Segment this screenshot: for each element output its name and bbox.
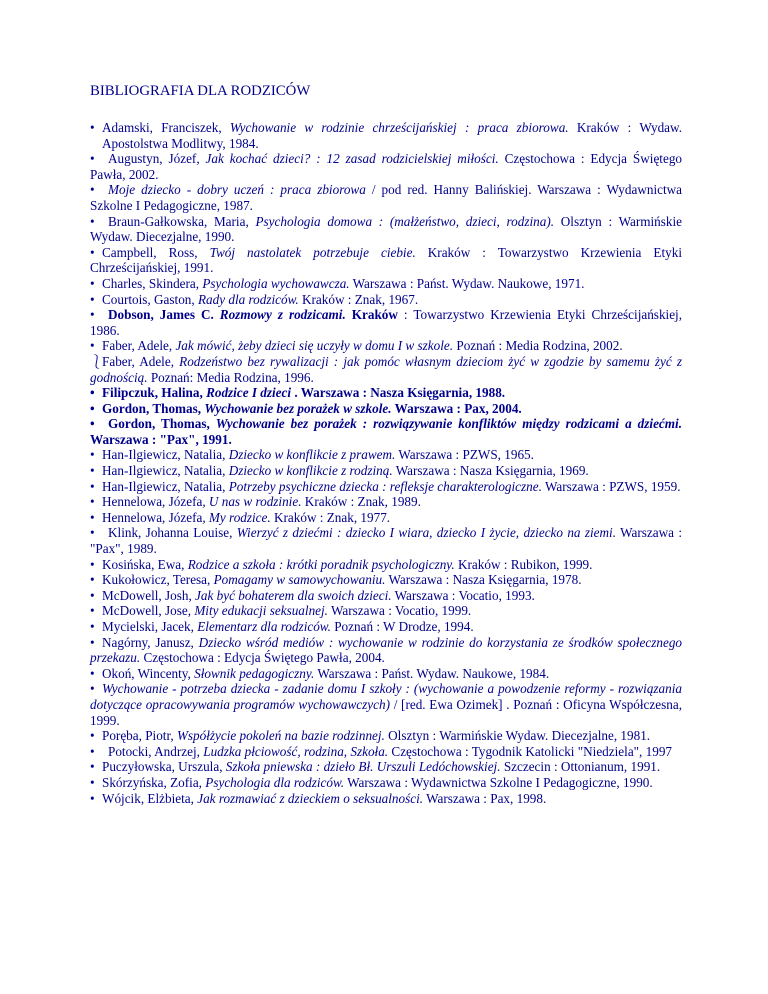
entry-publication: / [red. Ewa Ozimek] . Poznań : Oficyna Współczesna, 1999.: [90, 696, 682, 728]
entry-author: Han-Ilgiewicz, Natalia,: [102, 478, 229, 494]
bullet: •: [90, 572, 95, 588]
entry-author: Braun-Gałkowska, Maria,: [108, 213, 256, 229]
entry-title: Rady dla rodziców.: [197, 291, 299, 307]
entry-publication: Kraków : Znak, 1967.: [298, 291, 419, 307]
entry-publication: Warszawa : Vocatio, 1999.: [327, 603, 472, 619]
list-item: [90, 479, 682, 495]
entry-author: Klink, Johanna Louise,: [108, 525, 237, 541]
bullet: •: [90, 619, 95, 634]
entry-author: Gordon, Thomas,: [102, 400, 205, 416]
entry-title: Szkoła pniewska : dzieło Bł. Urszuli Ledóchowskiej.: [225, 759, 501, 775]
entry-author: Skórzyńska, Zofia,: [102, 774, 206, 790]
list-item: [90, 120, 682, 151]
list-item: [90, 791, 682, 807]
list-item: [90, 338, 682, 354]
entry-publication: Poznań: Media Rodzina, 1996.: [147, 369, 314, 385]
entry-author: Kukołowicz, Teresa,: [102, 572, 214, 588]
entry-publication: Warszawa : Vocatio, 1993.: [391, 587, 535, 603]
bullet: •: [90, 525, 95, 541]
list-item: [90, 588, 682, 604]
list-item: [90, 447, 682, 463]
entry-author: Poręba, Piotr,: [102, 728, 177, 744]
entry-publication: Warszawa : "Pax", 1991.: [90, 431, 232, 447]
entry-publication: Warszawa : Pax, 1998.: [423, 790, 547, 806]
bullet: •: [90, 556, 95, 572]
bullet: •: [90, 509, 95, 525]
entry-title: Wychowanie bez porażek w szkole.: [204, 400, 392, 416]
entry-title: U nas w rodzinie.: [208, 494, 302, 510]
entry-publication: Kraków : Rubikon, 1999.: [454, 556, 593, 572]
entry-title: Rodzice a szkoła : krótki poradnik psychologiczny.: [187, 556, 455, 572]
list-item: [90, 276, 682, 292]
bullet: •: [90, 587, 95, 603]
list-item: [90, 214, 682, 245]
entry-title: Rodzeństwo bez rywalizacji : jak pomóc własnym dzieciom żyć w zgodzie by samemu żyć z godnością.: [90, 353, 682, 385]
entry-publication: . Warszawa : Nasza Księgarnia, 1988.: [291, 385, 506, 401]
entry-author: Wójcik, Elżbieta,: [102, 790, 198, 806]
list-item: [90, 525, 682, 556]
entry-author: Hennelowa, Józefa,: [102, 494, 209, 510]
entry-title: Jak mówić, żeby dzieci się uczyły w domu I w szkole.: [175, 338, 454, 354]
entry-title: Twój nastolatek potrzebuje ciebie.: [209, 244, 416, 260]
bullet: •: [90, 634, 95, 650]
list-item: [90, 416, 682, 447]
bullet: •: [90, 759, 95, 775]
bullet: •: [90, 681, 95, 697]
bullet: •: [90, 665, 95, 681]
list-item: [90, 245, 682, 276]
list-item: [90, 681, 682, 728]
list-item: [90, 635, 682, 666]
entry-author: Dobson, James C.: [108, 307, 220, 323]
bullet: •: [90, 774, 95, 790]
entry-publication: Częstochowa : Edycja Świętego Pawła, 2004.: [140, 650, 385, 666]
bullet: •: [90, 790, 95, 806]
list-item: [90, 557, 682, 573]
list-item: [90, 759, 682, 775]
entry-publication: Warszawa : PZWS, 1965.: [395, 447, 534, 463]
entry-author: Campbell, Ross,: [102, 244, 210, 260]
entry-title: My rodzice.: [208, 509, 271, 525]
list-item: [90, 401, 682, 417]
entry-title: Psychologia domowa : (małżeństwo, dzieci, rodzina).: [255, 213, 555, 229]
list-item: [90, 744, 682, 760]
page-title: BIBLIOGRAFIA DLA RODZICÓW: [90, 83, 311, 99]
bullet: •: [90, 463, 95, 479]
entry-publication: Warszawa : Nasza Księgarnia, 1969.: [392, 463, 589, 479]
entry-title: Dziecko w konflikcie z rodziną.: [228, 463, 393, 479]
bullet: •: [90, 182, 95, 198]
entry-publication: Kraków : Wydaw. Apostolstwa Modlitwy, 1984.: [102, 120, 682, 151]
entry-title: Moje dziecko - dobry uczeń : praca zbiorowa: [108, 182, 366, 198]
entry-author: Adamski, Franciszek,: [102, 120, 230, 135]
entry-publication: Warszawa : "Pax", 1989.: [90, 525, 682, 557]
entry-title: Psychologia wychowawcza.: [202, 275, 350, 291]
entry-title: Wierzyć z dziećmi : dziecko I wiara, dziecko I życie, dziecko na ziemi.: [236, 525, 617, 541]
bibliography-list: [90, 120, 682, 806]
list-item: [90, 385, 682, 401]
bullet: •: [90, 307, 95, 323]
bullet: •: [90, 244, 95, 260]
entry-publication: Warszawa : PZWS, 1959.: [541, 478, 681, 494]
bullet: •: [90, 120, 95, 135]
entry-title: Słownik pedagogiczny.: [194, 665, 315, 681]
entry-author: Kosińska, Ewa,: [102, 556, 188, 572]
entry-author: Augustyn, Józef,: [108, 151, 206, 167]
entry-title: Potrzeby psychiczne dziecka : refleksje charakterologiczne.: [228, 478, 542, 494]
bullet: •: [90, 400, 95, 416]
entry-publication: / pod red. Hanny Balińskiej. Warszawa : Wydawnictwa Szkolne I Pedagogiczne, 1987.: [90, 182, 683, 213]
list-item: [90, 666, 682, 682]
bullet: ⎱: [90, 353, 104, 369]
list-item: [90, 182, 682, 213]
entry-publication: Kraków : Znak, 1977.: [270, 509, 391, 525]
entry-author: Han-Ilgiewicz, Natalia,: [102, 463, 229, 479]
entry-publication: Warszawa : Państ. Wydaw. Naukowe, 1984.: [314, 665, 550, 681]
entry-author: Okoń, Wincenty,: [102, 665, 195, 681]
entry-author: Mycielski, Jacek,: [102, 619, 198, 634]
entry-title: Rodzice I dzieci: [206, 385, 292, 401]
entry-title: Wychowanie w rodzinie chrześcijańskiej : praca zbiorowa.: [229, 120, 569, 135]
list-item: [90, 728, 682, 744]
entry-title: Jak kochać dzieci? : 12 zasad rodzicielskiej miłości.: [205, 151, 499, 167]
list-item: [90, 292, 682, 308]
list-item: [90, 307, 682, 338]
entry-title: Elementarz dla rodziców.: [197, 619, 331, 634]
entry-publication: Szczecin : Ottonianum, 1991.: [500, 759, 661, 775]
entry-title: Jak być bohaterem dla swoich dzieci.: [195, 587, 392, 603]
entry-publisher: : Towarzystwo Krzewienia Etyki Chrześcijańskiej, 1986.: [90, 307, 683, 338]
bullet: •: [90, 728, 95, 744]
entry-publication: Kraków: [345, 307, 398, 323]
entry-title: Wychowanie bez porażek : rozwiązywanie konfliktów między rodzicami a dziećmi.: [215, 416, 682, 432]
entry-publication: Częstochowa : Edycja Świętego Pawła, 2002.: [90, 151, 683, 182]
bullet: •: [90, 447, 95, 463]
entry-title: Rozmowy z rodzicami.: [219, 307, 346, 323]
bullet: •: [90, 416, 95, 432]
bullet: •: [90, 291, 95, 307]
entry-author: Han-Ilgiewicz, Natalia,: [102, 447, 229, 463]
list-item: [90, 494, 682, 510]
entry-publication: Poznań : Media Rodzina, 2002.: [453, 338, 623, 354]
list-item: [90, 354, 682, 385]
entry-author: Faber, Adele,: [102, 338, 176, 354]
entry-publication: Częstochowa : Tygodnik Katolicki "Niedziela", 1997: [388, 743, 673, 759]
entry-author: Courtois, Gaston,: [102, 291, 198, 307]
bullet: •: [90, 385, 95, 401]
list-item: [90, 510, 682, 526]
entry-title: Psychologia dla rodziców.: [205, 774, 345, 790]
bullet: •: [90, 743, 95, 759]
bullet: •: [90, 151, 95, 167]
entry-title: Dziecko w konflikcie z prawem.: [228, 447, 396, 463]
entry-author: Nagórny, Janusz,: [102, 634, 199, 650]
entry-publication: Warszawa : Wydawnictwa Szkolne I Pedagogiczne, 1990.: [344, 774, 653, 790]
list-item: [90, 603, 682, 619]
entry-publication: Kraków : Znak, 1989.: [301, 494, 421, 510]
list-item: [90, 572, 682, 588]
bibliography-page: [90, 82, 682, 806]
list-item: [90, 151, 682, 182]
entry-author: McDowell, Jose,: [102, 603, 195, 619]
entry-publication: Olsztyn : Warmińskie Wydaw. Diecezjalne, 1981.: [384, 728, 651, 744]
entry-author: Charles, Skindera,: [102, 275, 203, 291]
entry-title: Pomagamy w samowychowaniu.: [213, 572, 386, 588]
entry-title: Współżycie pokoleń na bazie rodzinnej.: [176, 728, 385, 744]
entry-publication: Poznań : W Drodze, 1994.: [330, 619, 474, 634]
entry-author: Faber, Adele,: [102, 353, 180, 369]
entry-title: Mity edukacji seksualnej.: [194, 603, 328, 619]
entry-author: Potocki, Andrzej,: [108, 743, 204, 759]
entry-title: Wychowanie - potrzeba dziecka - zadanie domu I szkoły : (wychowanie a powodzenie reformy - rozwiązania dotyczące opracowywania programów wychowawczych): [90, 681, 682, 712]
bullet: •: [90, 478, 95, 494]
entry-title: Jak rozmawiać z dzieckiem o seksualności.: [197, 790, 424, 806]
list-item: [90, 619, 682, 635]
bullet: •: [90, 603, 95, 619]
bullet: •: [90, 338, 95, 354]
entry-author: Filipczuk, Halina,: [102, 385, 207, 401]
entry-publication: Warszawa : Pax, 2004.: [391, 400, 522, 416]
entry-title: Ludzka płciowość, rodzina, Szkoła.: [203, 743, 389, 759]
entry-author: Gordon, Thomas,: [108, 416, 216, 432]
entry-author: McDowell, Josh,: [102, 587, 196, 603]
entry-publication: Warszawa : Państ. Wydaw. Naukowe, 1971.: [349, 275, 585, 291]
entry-author: Puczyłowska, Urszula,: [102, 759, 226, 775]
bullet: •: [90, 494, 95, 510]
entry-author: Hennelowa, Józefa,: [102, 509, 209, 525]
bullet: •: [90, 213, 95, 229]
bullet: •: [90, 275, 95, 291]
entry-title: Dziecko wśród mediów : wychowanie w rodzinie do korzystania ze środków społecznego przekazu.: [90, 634, 683, 666]
entry-publication: Olsztyn : Warmińskie Wydaw. Diecezjalne, 1990.: [90, 213, 682, 245]
entry-publication: Kraków : Towarzystwo Krzewienia Etyki Chrześcijańskiej, 1991.: [90, 244, 682, 276]
entry-publication: Warszawa : Nasza Księgarnia, 1978.: [385, 572, 582, 588]
list-item: [90, 775, 682, 791]
list-item: [90, 463, 682, 479]
